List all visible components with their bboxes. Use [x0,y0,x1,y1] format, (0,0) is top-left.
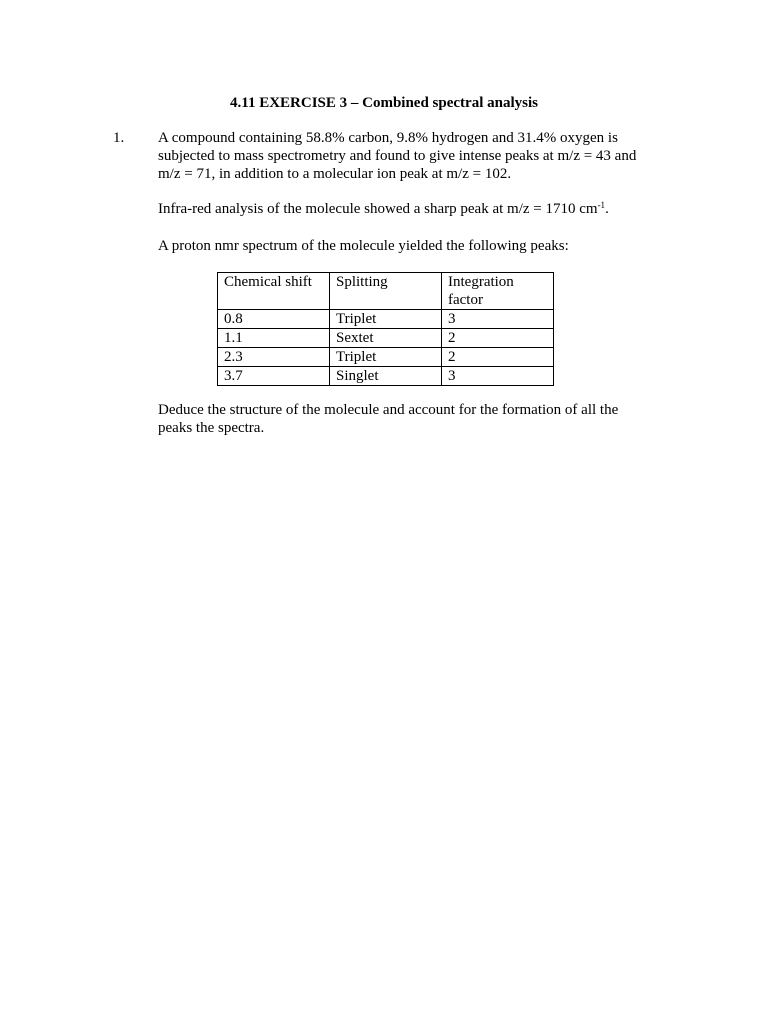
table-cell-splitting: Triplet [330,348,442,367]
table-header-row [218,273,554,310]
table-cell-shift: 3.7 [218,367,330,386]
table-cell-integration: 3 [442,310,554,329]
table-row [218,348,554,367]
question-intro: A compound containing 58.8% carbon, 9.8% hydrogen and 31.4% oxygen is subjected to mass spectrometry and found to give intense peaks at m/z = 43 and m/z = 71, in addition to a molecular ion peak at m/z = 102. [158,130,637,182]
header-integration-factor: Integration factor [442,273,554,310]
conclusion-paragraph: Deduce the structure of the molecule and account for the formation of all the peaks the spectra. [158,402,619,436]
table-cell-integration: 3 [442,367,554,386]
nmr-intro: A proton nmr spectrum of the molecule yielded the following peaks: [158,238,569,254]
table-row [218,367,554,386]
table-cell-shift: 1.1 [218,329,330,348]
table-cell-integration: 2 [442,348,554,367]
table-cell-integration: 2 [442,329,554,348]
nmr-table [217,272,554,386]
ir-text: Infra-red analysis of the molecule showed a sharp peak at m/z = 1710 cm [158,201,598,217]
table-cell-shift: 0.8 [218,310,330,329]
ir-superscript: -1 [597,200,606,210]
table-cell-splitting: Triplet [330,310,442,329]
table-cell-splitting: Singlet [330,367,442,386]
table-cell-splitting: Sextet [330,329,442,348]
table-row [218,329,554,348]
table-cell-shift: 2.3 [218,348,330,367]
ir-paragraph [158,200,648,218]
table-row [218,310,554,329]
exercise-title: 4.11 EXERCISE 3 – Combined spectral analysis [230,95,538,111]
question-number: 1. [113,130,125,146]
header-splitting: Splitting [330,273,442,310]
ir-period: . [605,201,609,217]
header-chemical-shift: Chemical shift [218,273,330,310]
